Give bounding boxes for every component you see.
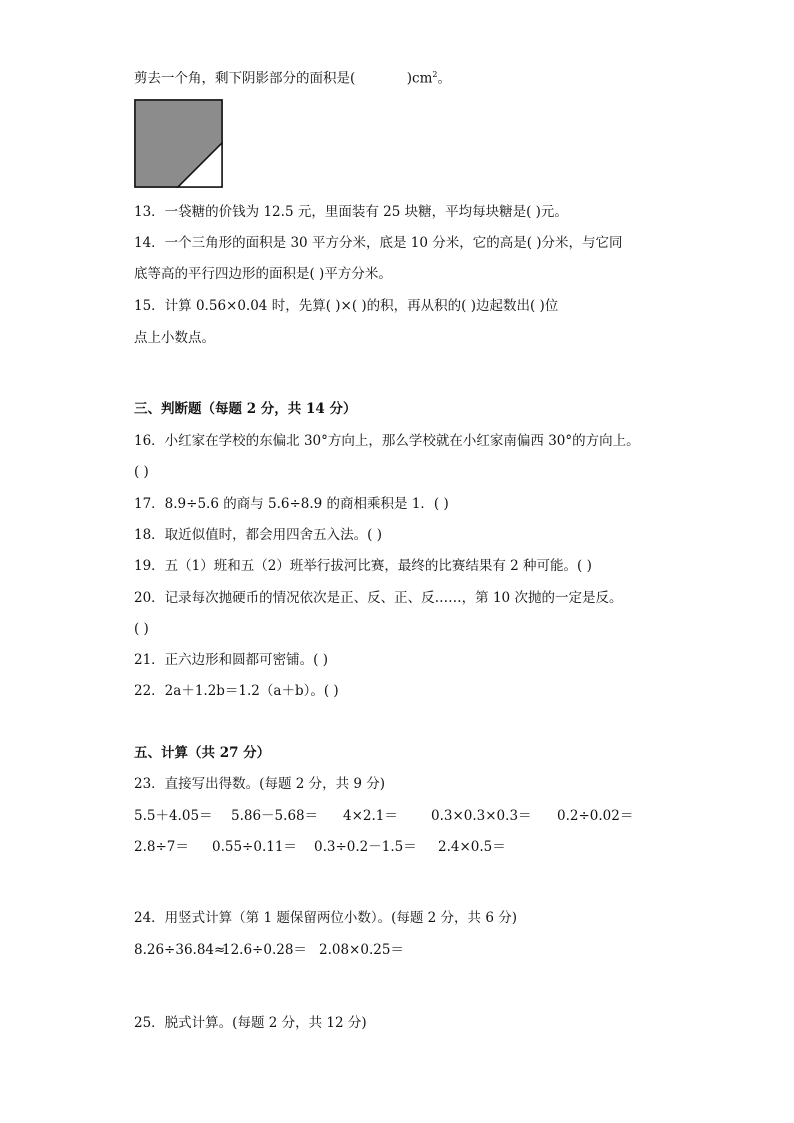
q23-item-1: 5.5＋4.05＝ xyxy=(134,808,213,824)
question-23: 23．直接写出得数。(每题 2 分，共 9 分) xyxy=(134,776,386,792)
q12-end: 。 xyxy=(437,70,452,87)
question-24: 24．用竖式计算（第 1 题保留两位小数）。(每题 2 分，共 6 分) xyxy=(134,910,517,926)
q12-unit: )cm xyxy=(406,70,433,87)
q23-item-3: 4×2.1＝ xyxy=(343,808,398,824)
q23-item-8: 0.3÷0.2－1.5＝ xyxy=(314,839,417,855)
question-20-answer[interactable]: ( ) xyxy=(134,621,149,637)
section-5-title: 五、计算（共 27 分） xyxy=(134,745,271,761)
q23-item-9: 2.4×0.5＝ xyxy=(438,839,506,855)
question-17: 17．8.9÷5.6 的商与 5.6÷8.9 的商相乘积是 1．( ) xyxy=(134,496,449,512)
q23-item-4: 0.3×0.3×0.3＝ xyxy=(431,808,532,824)
question-22: 22．2a＋1.2b＝1.2（a＋b）。( ) xyxy=(134,683,339,699)
q12-answer-blank[interactable] xyxy=(355,71,407,87)
question-25: 25．脱式计算。(每题 2 分，共 12 分) xyxy=(134,1015,367,1031)
question-12-tail xyxy=(134,66,451,88)
question-20-line1: 20．记录每次抛硬币的情况依次是正、反、正、反……，第 10 次抛的一定是反。 xyxy=(134,590,623,606)
cut-square-figure xyxy=(134,99,224,189)
q23-item-6: 2.8÷7＝ xyxy=(134,839,189,855)
question-21: 21．正六边形和圆都可密铺。( ) xyxy=(134,652,329,668)
question-14-line1: 14．一个三角形的面积是 30 平方分米，底是 10 分米，它的高是( )分米，与它同 xyxy=(134,235,623,251)
q12-text: 剪去一个角，剩下阴影部分的面积是( xyxy=(134,70,356,87)
q23-item-5: 0.2÷0.02＝ xyxy=(557,808,634,824)
q24-item-2: 12.6÷0.28＝ xyxy=(222,942,307,958)
question-15-line1: 15．计算 0.56×0.04 时，先算( )×( )的积，再从积的( )边起数出( )位 xyxy=(134,298,559,314)
q23-item-2: 5.86－5.68＝ xyxy=(231,808,319,824)
question-16-answer[interactable]: ( ) xyxy=(134,464,149,480)
q23-item-7: 0.55÷0.11＝ xyxy=(212,839,297,855)
q12-unit-exponent: 2 xyxy=(432,70,438,79)
q24-item-1: 8.26÷36.84≈ xyxy=(134,942,226,958)
question-18: 18．取近似值时，都会用四舍五入法。( ) xyxy=(134,527,383,543)
question-13: 13．一袋糖的价钱为 12.5 元，里面装有 25 块糖，平均每块糖是( )元。 xyxy=(134,204,568,220)
question-16-line1: 16．小红家在学校的东偏北 30°方向上，那么学校就在小红家南偏西 30°的方向上。 xyxy=(134,433,640,449)
question-15-line2: 点上小数点。 xyxy=(134,330,215,346)
q24-item-3: 2.08×0.25＝ xyxy=(319,942,404,958)
question-19: 19．五（1）班和五（2）班举行拔河比赛，最终的比赛结果有 2 种可能。( ) xyxy=(134,558,592,574)
section-3-title: 三、判断题（每题 2 分，共 14 分） xyxy=(134,401,357,417)
question-14-line2: 底等高的平行四边形的面积是( )平方分米。 xyxy=(134,266,392,282)
